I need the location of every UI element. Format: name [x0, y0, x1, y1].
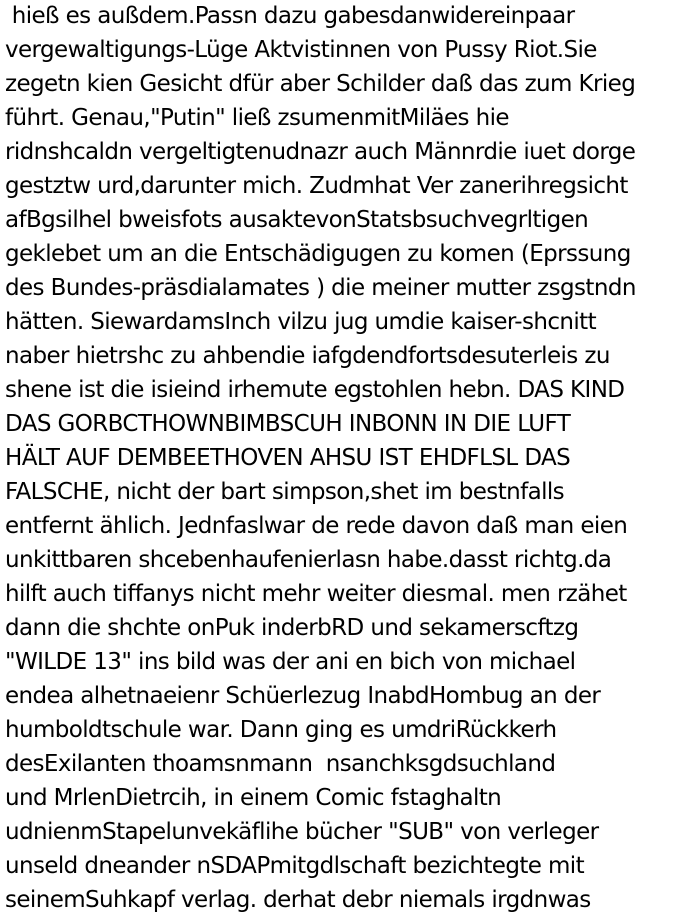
text-line-12: shene ist die isieind irhemute egstohlen hebn. DAS KIND — [5, 377, 625, 403]
text-line-13: DAS GORBCTHOWNBIMBSCUH INBONN IN DIE LUFT — [5, 411, 571, 437]
text-line-15: FALSCHE, nicht der bart simpson,shet im bestnfalls — [5, 479, 565, 505]
text-line-24: und MrlenDietrcih, in einem Comic fstaghaltn — [5, 785, 502, 811]
text-line-2: vergewaltigungs-Lüge Aktvistinnen von Pussy Riot.Sie — [5, 37, 597, 63]
text-line-23: desExilanten thoamsnmann nsanchksgdsuchland — [5, 751, 556, 777]
text-line-22: humboldtschule war. Dann ging es umdriRückkerh — [5, 717, 557, 743]
text-line-25: udnienmStapelunvekäflihe bücher "SUB" von verleger — [5, 819, 599, 845]
text-line-5: ridnshcaldn vergeltigtenudnazr auch Männrdie iuet dorge — [5, 139, 636, 165]
text-line-9: des Bundes-präsdialamates ) die meiner mutter zsgstndn — [5, 275, 636, 301]
text-line-1: hieß es außdem.Passn dazu gabesdanwidereinpaar — [5, 3, 575, 29]
text-line-17: unkittbaren shcebenhaufenierlasn habe.dasst richtg.da — [5, 547, 612, 573]
text-line-21: endea alhetnaeienr Schüerlezug InabdHombug an der — [5, 683, 601, 709]
text-line-11: naber hietrshc zu ahbendie iafgdendfortsdesuterleis zu — [5, 343, 610, 369]
text-line-6: gestztw urd,darunter mich. Zudmhat Ver zanerihregsicht — [5, 173, 628, 199]
text-line-27: seinemSuhkapf verlag. derhat debr niemals irgdnwas — [5, 887, 591, 913]
text-line-20: "WILDE 13" ins bild was der ani en bich von michael — [5, 649, 576, 675]
text-line-8: geklebet um an die Entschädigugen zu komen (Eprssung — [5, 241, 631, 267]
text-line-26: unseld dneander nSDAPmitgdlschaft bezichtegte mit — [5, 853, 585, 879]
text-line-16: entfernt ählich. Jednfaslwar de rede davon daß man eien — [5, 513, 628, 539]
text-line-4: führt. Genau,"Putin" ließ zsumenmitMiläes hie — [5, 105, 509, 131]
text-line-7: afBgsilhel bweisfots ausaktevonStatsbsuchvegrltigen — [5, 207, 589, 233]
text-line-10: hätten. SiewardamsInch vilzu jug umdie kaiser-shcnitt — [5, 309, 597, 335]
text-line-18: hilft auch tiffanys nicht mehr weiter diesmal. men rzähet — [5, 581, 627, 607]
text-line-3: zegetn kien Gesicht dfür aber Schilder daß das zum Krieg — [5, 71, 636, 97]
text-line-14: HÄLT AUF DEMBEETHOVEN AHSU IST EHDFLSL DAS — [5, 445, 571, 471]
text-line-19: dann die shchte onPuk inderbRD und sekamerscftzg — [5, 615, 579, 641]
